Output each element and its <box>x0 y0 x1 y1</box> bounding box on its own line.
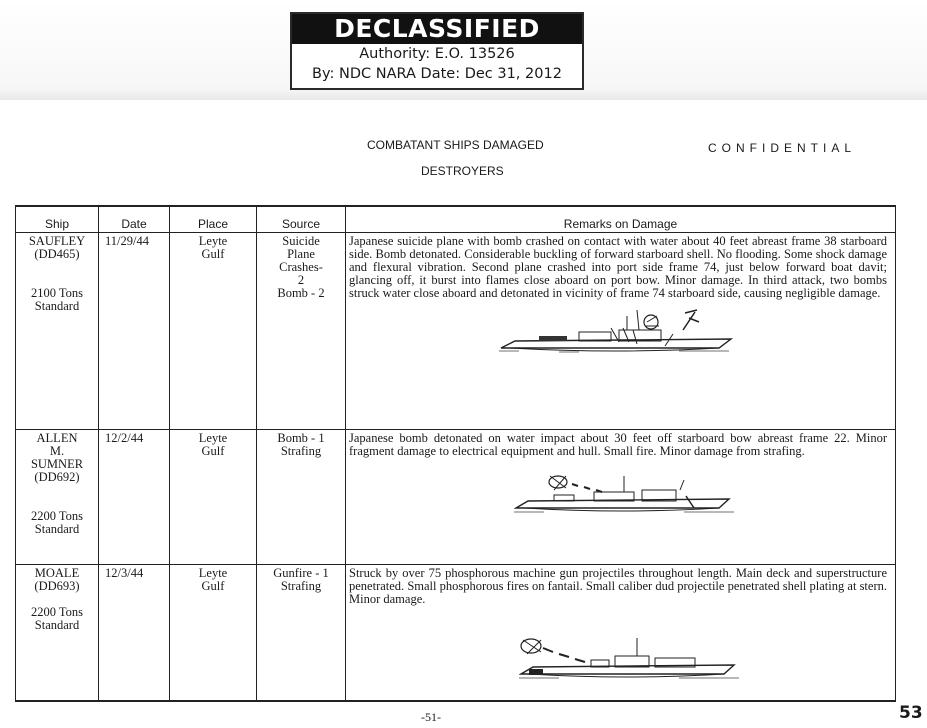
document-title: COMBATANT SHIPS DAMAGED <box>367 138 544 152</box>
header-place: Place <box>170 206 257 233</box>
table-row <box>16 233 896 430</box>
source-cell <box>257 430 346 565</box>
header-ship: Ship <box>16 206 99 233</box>
hull-number: (DD693) <box>34 579 80 593</box>
footer-page-marker: -51- <box>421 710 441 724</box>
place-line: Gulf <box>201 444 225 458</box>
remarks-cell <box>346 565 896 702</box>
classification-label: CONFIDENTIAL <box>708 141 857 155</box>
table-row <box>16 430 896 565</box>
page-number: 53 <box>899 703 923 723</box>
stamp-by-line: By: NDC NARA Date: Dec 31, 2012 <box>312 66 562 82</box>
damage-sketch-saufley <box>499 308 739 360</box>
source-line: Bomb - 2 <box>277 286 325 300</box>
source-line: 2 <box>297 273 305 287</box>
header-source: Source <box>257 206 346 233</box>
tonnage: 2200 Tons <box>30 605 84 619</box>
ship-name-line: SUMNER <box>30 457 84 471</box>
damage-sketch-moale <box>519 634 749 686</box>
header-remarks: Remarks on Damage <box>346 206 896 233</box>
hull-number: (DD692) <box>34 470 80 484</box>
source-line: Strafing <box>280 444 322 458</box>
ship-cell <box>16 565 99 702</box>
remarks-cell <box>346 233 896 430</box>
stamp-authority: Authority: E.O. 13526 <box>359 46 515 62</box>
place-cell <box>170 565 257 702</box>
damage-sketch-sumner <box>514 472 744 522</box>
tonnage: 2100 Tons <box>30 286 84 300</box>
source-line: Gunfire - 1 <box>273 566 329 580</box>
remarks-text: Japanese suicide plane with bomb crashed on contact with water about 40 feet abreast frame 38 starboard side. Bomb detonated. Considerable buckling of forward starboard shell. No flooding. Some shock damage and flexural vibration. Second plane crashed into port side frame 74, just below forward boat davit; glancing off, it burst into flames close aboard on port bow. Minor damage. In third attack, two bombs struck water close aboard and detonated in vicinity of frame 74 starboard side, causing negligible damage. <box>349 234 887 300</box>
hull-number: (DD465) <box>34 247 80 261</box>
remarks-text: Japanese bomb detonated on water impact about 30 feet off starboard bow abreast frame 22. Minor fragment damage to electrical equipment and hull. Small fire. Minor damage from strafing. <box>349 431 887 458</box>
source-cell <box>257 565 346 702</box>
place-line: Leyte <box>198 431 228 445</box>
place-cell <box>170 233 257 430</box>
place-line: Gulf <box>201 247 225 261</box>
date-cell: 12/3/44 <box>99 565 170 702</box>
damage-table <box>15 205 896 702</box>
source-line: Plane <box>287 247 315 261</box>
place-line: Gulf <box>201 579 225 593</box>
declassified-stamp <box>290 12 584 90</box>
source-line: Suicide <box>282 234 320 248</box>
date-cell: 12/2/44 <box>99 430 170 565</box>
ship-cell <box>16 430 99 565</box>
place-cell <box>170 430 257 565</box>
tonnage: 2200 Tons <box>30 509 84 523</box>
header-date: Date <box>99 206 170 233</box>
table-row <box>16 565 896 702</box>
ship-cell <box>16 233 99 430</box>
remarks-text: Struck by over 75 phosphorous machine gun projectiles throughout length. Main deck and superstructure penetrated. Small phosphorous fires on fantail. Small caliber dud projectile penetrated shell plating at stern. Minor damage. <box>349 566 887 606</box>
table-header-row <box>16 206 896 233</box>
ship-name-line: M. <box>49 444 65 458</box>
stamp-heading: DECLASSIFIED <box>292 14 582 44</box>
ship-name: SAUFLEY <box>28 234 86 248</box>
source-line: Bomb - 1 <box>277 431 325 445</box>
tonnage-type: Standard <box>34 618 80 632</box>
source-cell <box>257 233 346 430</box>
place-line: Leyte <box>198 566 228 580</box>
place-line: Leyte <box>198 234 228 248</box>
ship-name-line: ALLEN <box>36 431 78 445</box>
remarks-cell <box>346 430 896 565</box>
document-subtitle: DESTROYERS <box>421 164 504 178</box>
ship-name: MOALE <box>34 566 80 580</box>
source-line: Strafing <box>280 579 322 593</box>
source-line: Crashes- <box>279 260 323 274</box>
date-cell: 11/29/44 <box>99 233 170 430</box>
tonnage-type: Standard <box>34 299 80 313</box>
tonnage-type: Standard <box>34 522 80 536</box>
